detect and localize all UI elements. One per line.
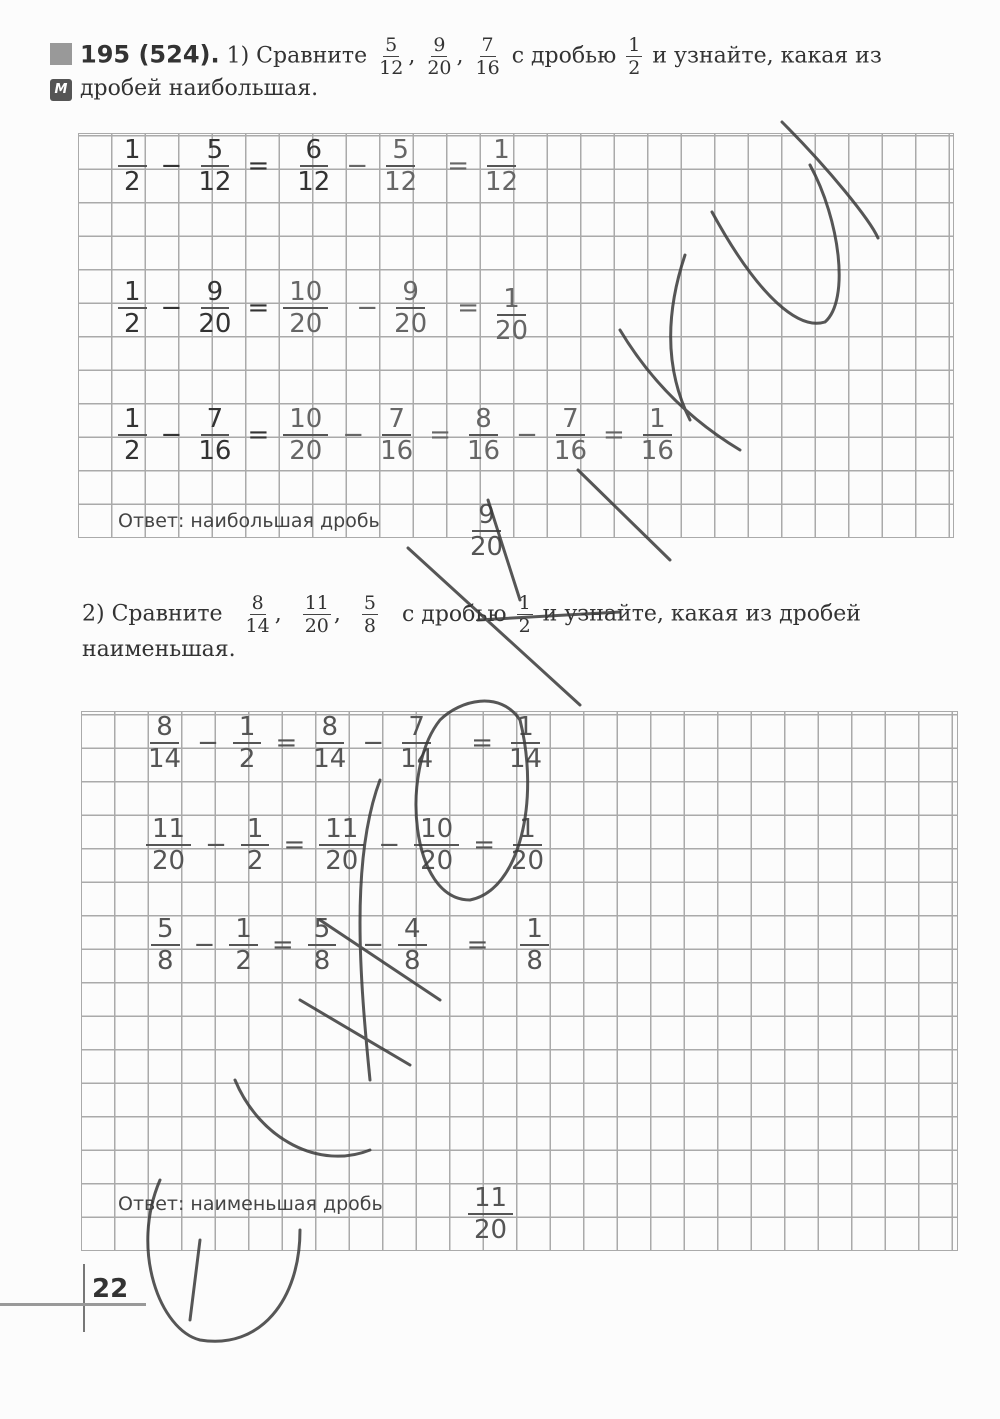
fraction: $\frac{9}{20}$ [427, 34, 452, 79]
m-badge-icon: М [50, 79, 72, 101]
part1-label: 1) Сравните [226, 43, 368, 69]
work1-row-3: $\frac{1}{2}$ − $\frac{7}{16}$ = $\frac{10}{20}$ − $\frac{7}{16}$ = $\frac{8}{16}$ − $\frac{7}{16}$ = $\frac{1}{16}$ [112, 404, 682, 466]
work2-row-1: $\frac{8}{14}$ − $\frac{1}{2}$ = $\frac{8}{14}$ − $\frac{7}{14}$ = $\frac{1}{14}$ [148, 712, 543, 774]
page-margin-vline [83, 1264, 85, 1332]
work1-row-1: $\frac{1}{2}$ − $\frac{5}{12}$ = $\frac{6}{12}$ − $\frac{5}{12}$ = $\frac{1}{12}$ [112, 135, 526, 197]
task-line-1: 195 (524). 1) Сравните $\frac{5}{12}$ , $\frac{9}{20}$ , $\frac{7}{16}$ с дробью $\frac{1}{2}$ и узнайте, какая из [50, 34, 882, 79]
part1-tail: и узнайте, какая из [652, 43, 882, 69]
reference-fraction: $\frac{1}{2}$ [628, 34, 641, 79]
page-number: 22 [92, 1274, 129, 1304]
work2-row-3: $\frac{5}{8}$ − $\frac{1}{2}$ = $\frac{5}{8}$ − $\frac{4}{8}$ = $\frac{1}{8}$ [145, 914, 555, 976]
answer-1: $\frac{9}{20}$ [470, 500, 504, 562]
with-text: с дробью [511, 43, 617, 69]
work2-row-2: $\frac{11}{20}$ − $\frac{1}{2}$ = $\frac{11}{20}$ − $\frac{10}{20}$ = $\frac{1}{20}$ [140, 814, 552, 876]
answer-2: $\frac{11}{20}$ [462, 1183, 519, 1245]
answer-label-1: Ответ: наибольшая дробь [118, 510, 380, 532]
answer-label-2: Ответ: наименьшая дробь [118, 1193, 383, 1215]
part2-line-1: 2) Сравните $\frac{8}{14}$ , $\frac{11}{20}$ , $\frac{5}{8}$ с дробью $\frac{1}{2}$ и узнайте, какая из дробей [82, 592, 861, 637]
work1-row-2: $\frac{1}{2}$ − $\frac{9}{20}$ = $\frac{10}{20}$ − $\frac{9}{20}$ = $\frac{1}{20}$ [112, 270, 536, 346]
task-marker-square [50, 43, 72, 65]
work-grid-2 [81, 711, 958, 1251]
part2-line-2: наименьшая. [82, 637, 236, 662]
part2-text [82, 592, 861, 662]
task-line-2: М дробей наибольшая. [50, 73, 882, 105]
fraction: $\frac{7}{16}$ [475, 34, 500, 79]
task-number: 195 (524). [80, 40, 220, 69]
fraction: $\frac{5}{12}$ [379, 34, 404, 79]
task-header [50, 34, 882, 105]
